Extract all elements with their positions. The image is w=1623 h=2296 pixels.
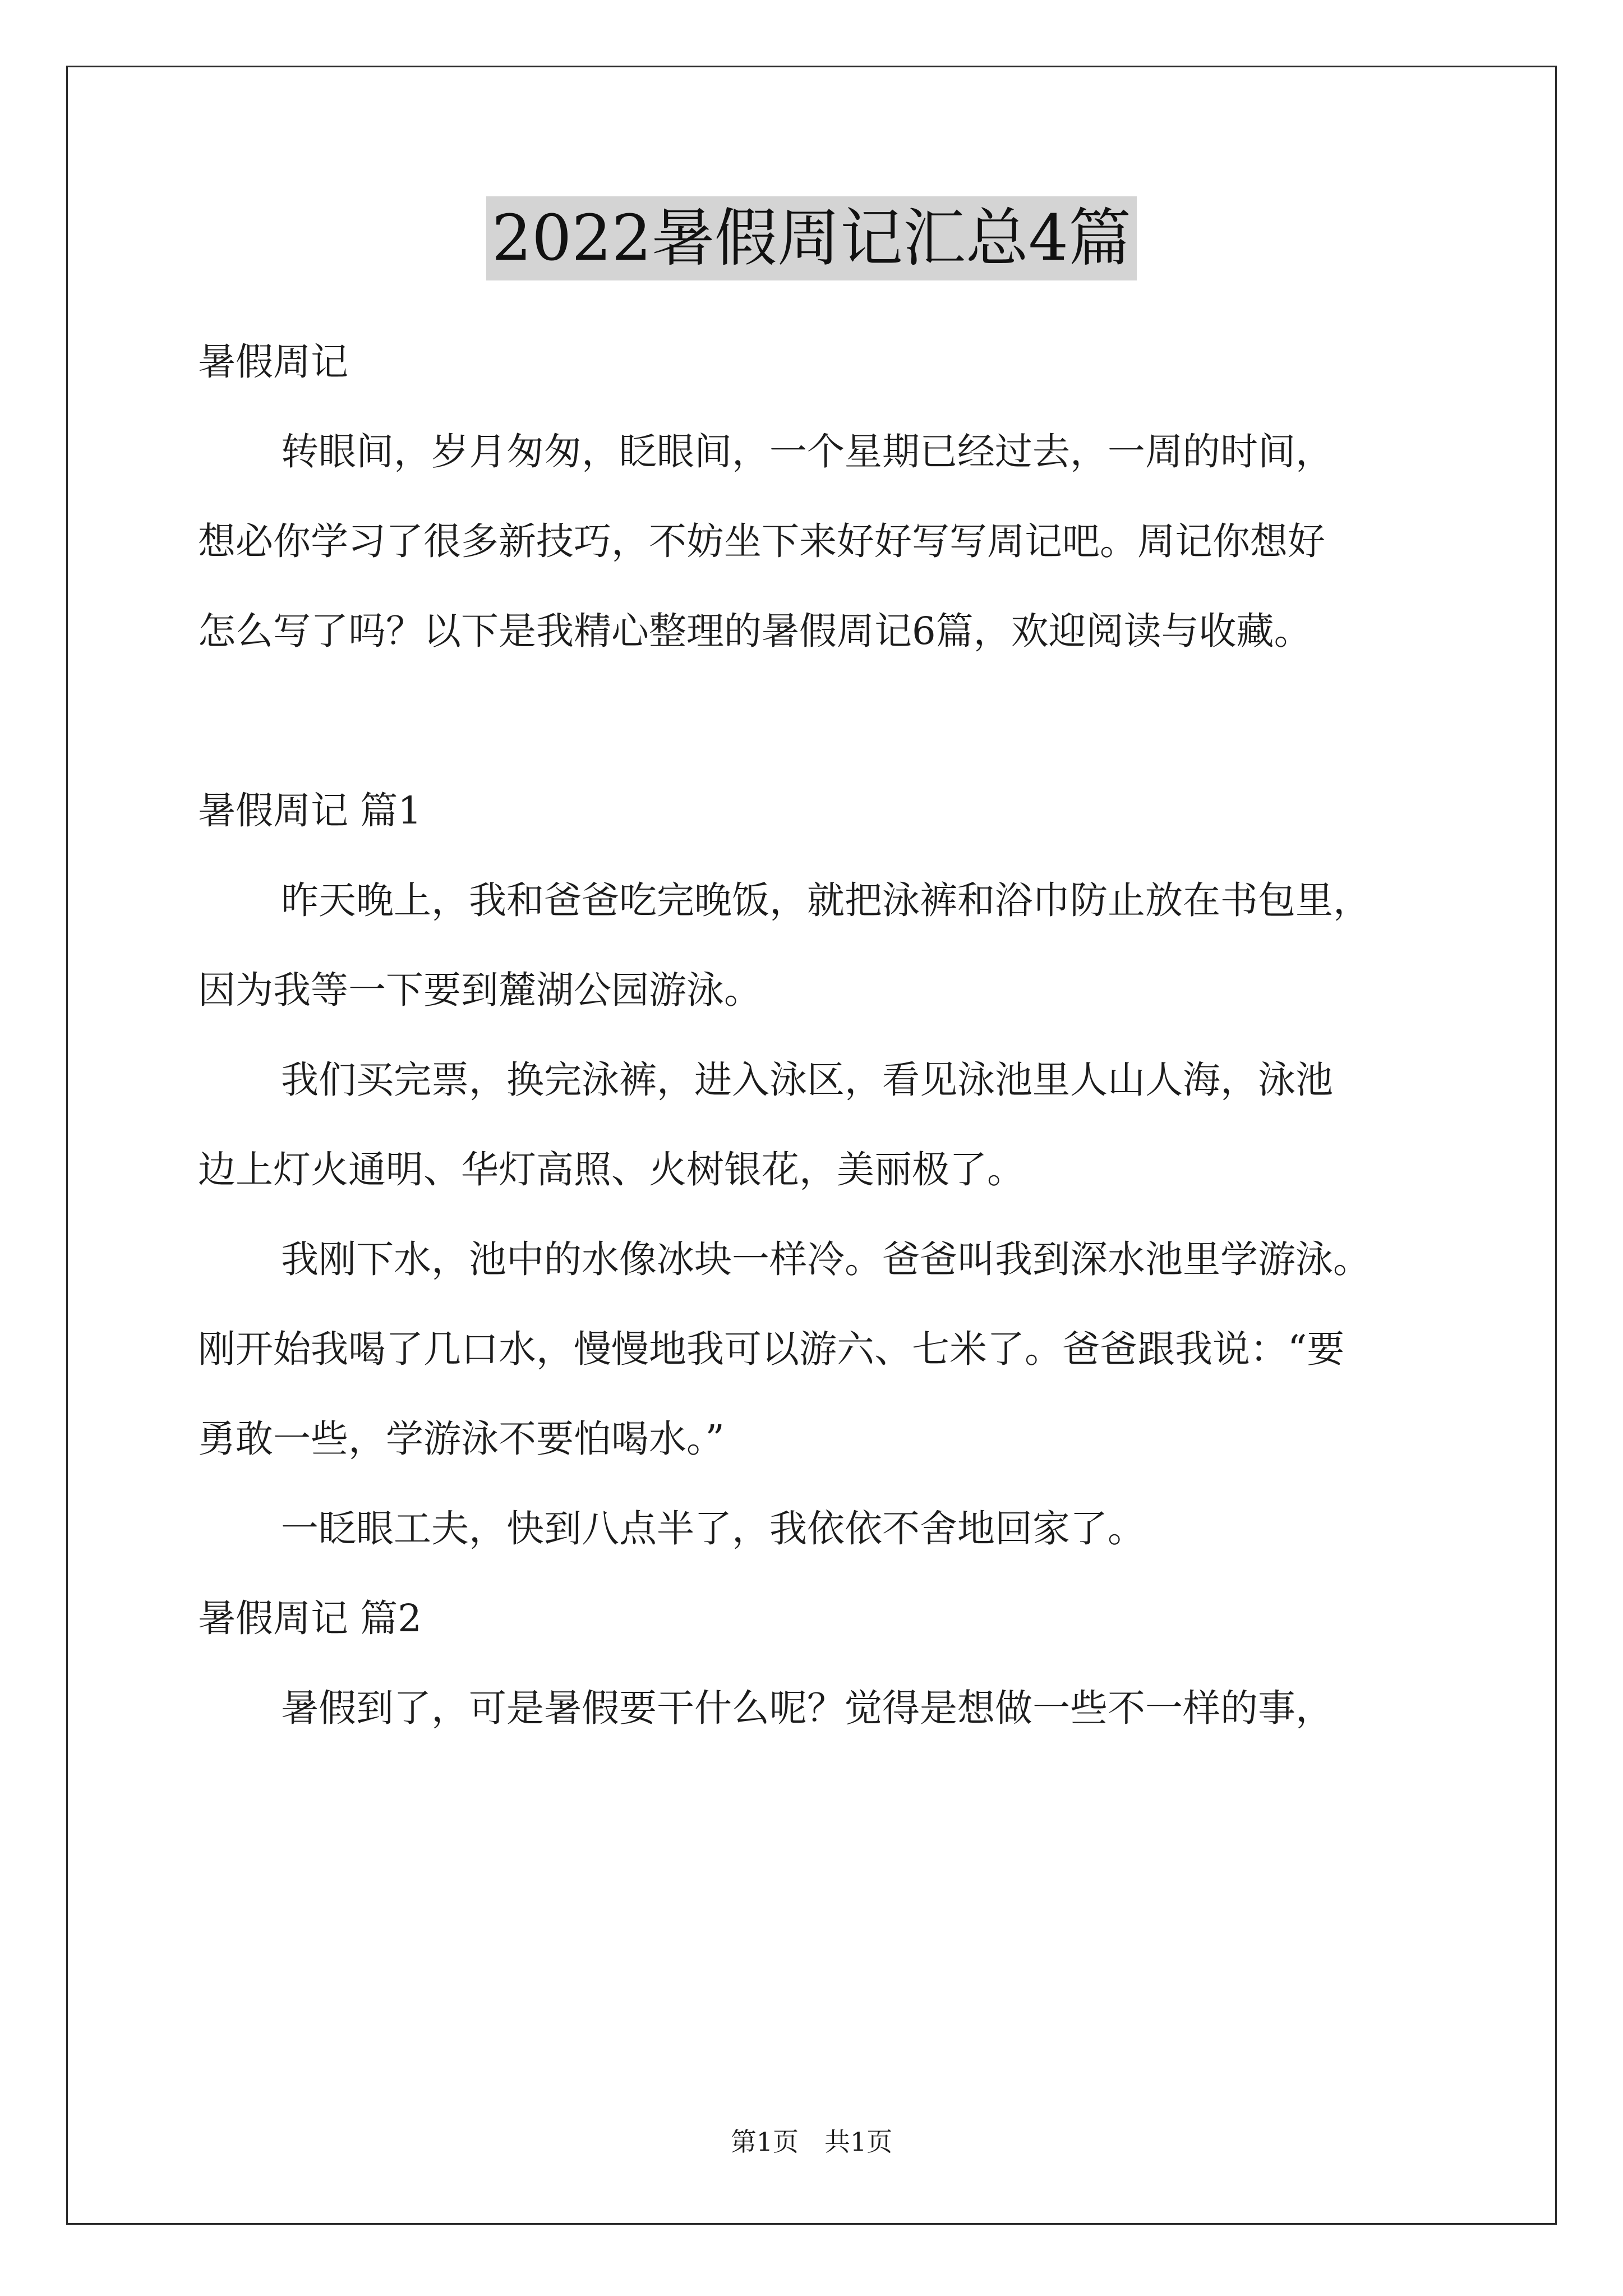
paragraph-line: 刚开始我喝了几口水，慢慢地我可以游六、七米了。爸爸跟我说：“要 [198, 1327, 1345, 1371]
paragraph-line: 转眼间，岁月匆匆，眨眼间，一个星期已经过去，一周的时间， [281, 430, 1333, 473]
paragraph-line: 一眨眼工夫，快到八点半了，我依依不舍地回家了。 [281, 1507, 1145, 1550]
intro-paragraph [198, 426, 1443, 656]
paragraph-line: 暑假到了，可是暑假要干什么呢？觉得是想做一些不一样的事， [281, 1686, 1333, 1730]
document-body [198, 337, 1443, 1733]
document-title: 2022暑假周记汇总4篇 [486, 196, 1137, 280]
section-heading-1: 暑假周记 篇1 [198, 789, 422, 832]
paragraph-line: 我刚下水，池中的水像冰块一样冷。爸爸叫我到深水池里学游泳。 [281, 1237, 1371, 1281]
paragraph-line: 我们买完票，换完泳裤，进入泳区，看见泳池里人山人海，泳池 [281, 1058, 1333, 1102]
paragraph-line: 昨天晚上，我和爸爸吃完晚饭，就把泳裤和浴巾防止放在书包里， [281, 878, 1371, 922]
section1-paragraph-1 [198, 875, 1443, 1015]
intro-heading: 暑假周记 [198, 340, 348, 384]
section1-paragraph-2 [198, 1055, 1443, 1195]
section2-paragraph-1 [198, 1683, 1443, 1733]
paragraph-line: 边上灯火通明、华灯高照、火树银花，美丽极了。 [198, 1148, 1025, 1191]
section-heading-2: 暑假周记 篇2 [198, 1596, 422, 1640]
paragraph-line: 因为我等一下要到麓湖公园游泳。 [198, 968, 762, 1012]
paragraph-line: 怎么写了吗？以下是我精心整理的暑假周记6篇，欢迎阅读与收藏。 [198, 609, 1312, 653]
paragraph-line: 想必你学习了很多新技巧，不妨坐下来好好写写周记吧。周记你想好 [198, 519, 1325, 563]
page-footer: 第1页 共1页 [730, 2127, 893, 2157]
section1-paragraph-3 [198, 1234, 1443, 1464]
title-container [0, 196, 1623, 280]
section1-paragraph-4 [198, 1503, 1443, 1554]
paragraph-line: 勇敢一些，学游泳不要怕喝水。” [198, 1417, 725, 1461]
